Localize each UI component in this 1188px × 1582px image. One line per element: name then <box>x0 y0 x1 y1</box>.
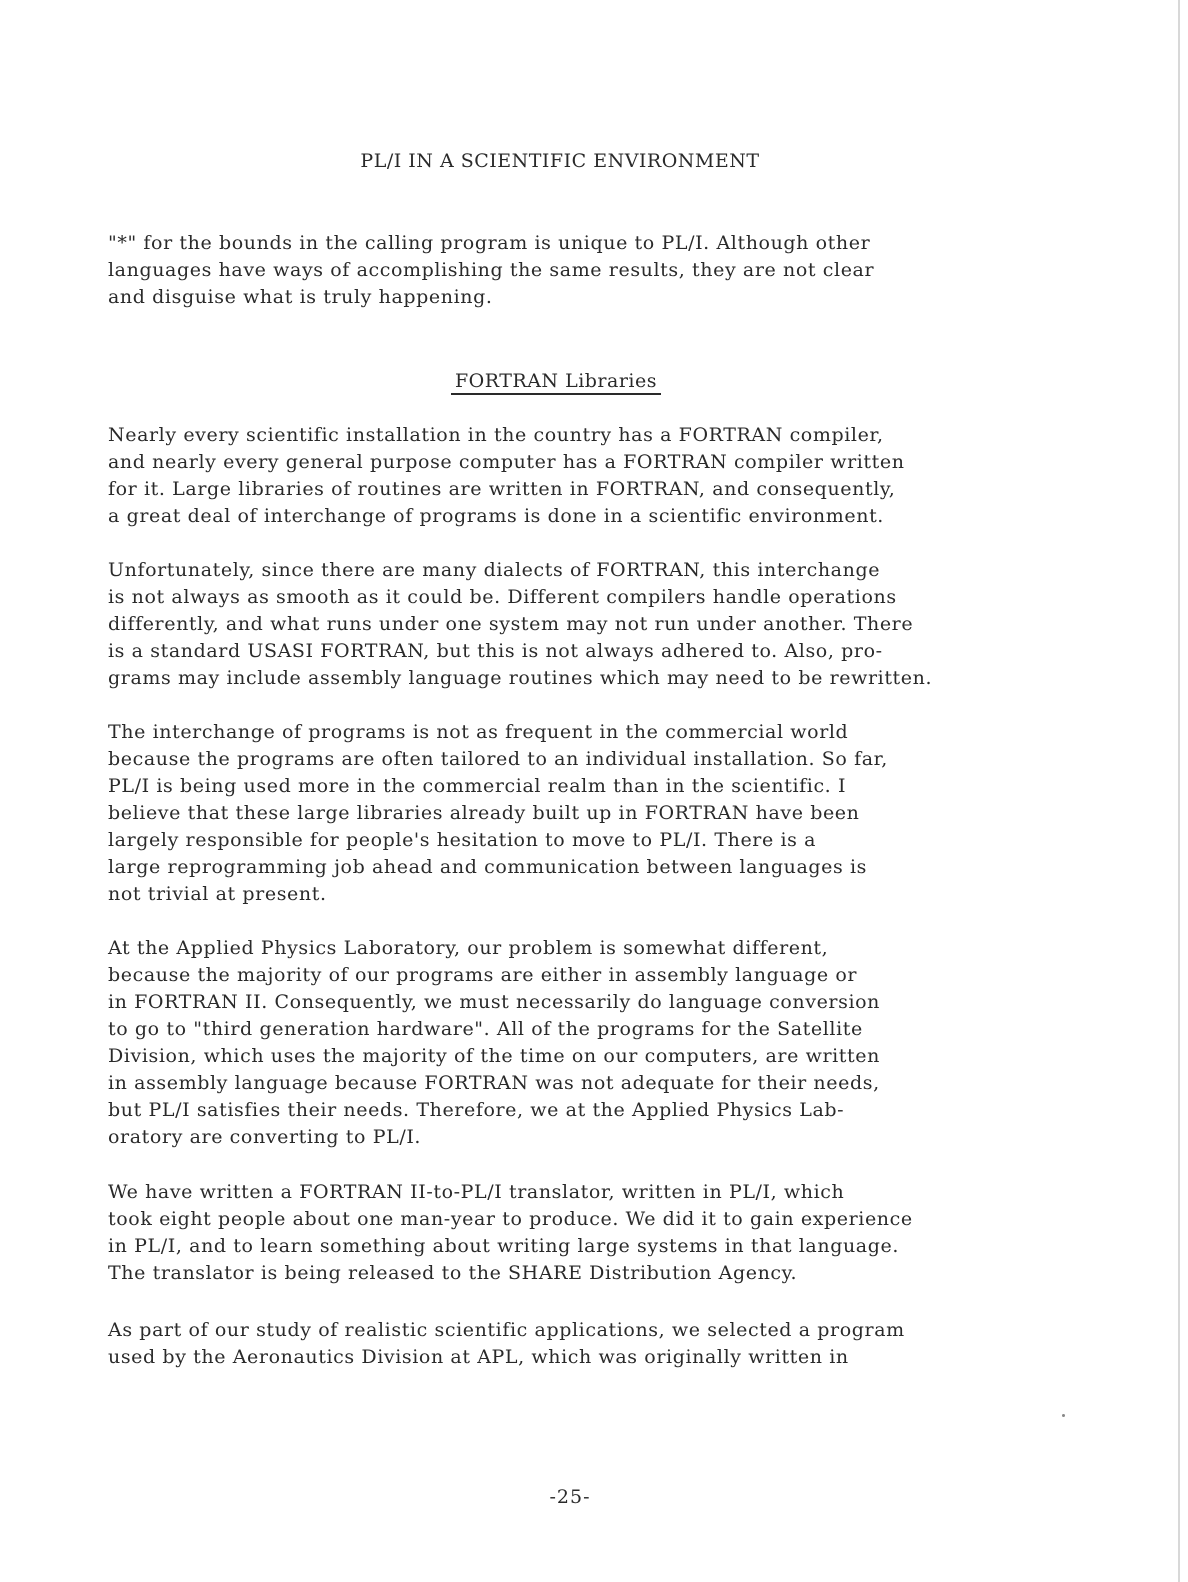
text-line: to go to "third generation hardware". All of the programs for the Satellite <box>108 1018 863 1040</box>
text-line: is not always as smooth as it could be. Different compilers handle operations <box>108 586 897 608</box>
paragraph-fortran-compilers <box>108 422 1088 530</box>
text-line: in assembly language because FORTRAN was not adequate for their needs, <box>108 1072 880 1094</box>
paragraph-aeronautics <box>108 1317 1088 1371</box>
paragraph-applied-physics <box>108 935 1088 1151</box>
text-line: and disguise what is truly happening. <box>108 286 493 308</box>
section-heading <box>0 370 1112 395</box>
text-line: in FORTRAN II. Consequently, we must necessarily do language conversion <box>108 991 880 1013</box>
text-line: in PL/I, and to learn something about writing large systems in that language. <box>108 1235 899 1257</box>
text-line: used by the Aeronautics Division at APL, which was originally written in <box>108 1346 849 1368</box>
text-line: PL/I is being used more in the commercial realm than in the scientific. I <box>108 775 847 797</box>
text-line: because the programs are often tailored to an individual installation. So far, <box>108 748 888 770</box>
page-number: -25- <box>549 1486 591 1508</box>
text-line: took eight people about one man-year to produce. We did it to gain experience <box>108 1208 913 1230</box>
page-edge-shadow <box>1178 0 1180 1582</box>
text-line: languages have ways of accomplishing the same results, they are not clear <box>108 259 875 281</box>
text-line: The interchange of programs is not as frequent in the commercial world <box>108 721 849 743</box>
paragraph-translator <box>108 1179 1088 1287</box>
paragraph-commercial-world <box>108 719 1088 908</box>
text-line: largely responsible for people's hesitation to move to PL/I. There is a <box>108 829 817 851</box>
text-line: At the Applied Physics Laboratory, our problem is somewhat different, <box>108 937 829 959</box>
text-line: grams may include assembly language routines which may need to be rewritten. <box>108 667 933 689</box>
paragraph-dialects <box>108 557 1088 692</box>
text-line: believe that these large libraries already built up in FORTRAN have been <box>108 802 860 824</box>
text-line: The translator is being released to the SHARE Distribution Agency. <box>108 1262 798 1284</box>
text-line: Nearly every scientific installation in the country has a FORTRAN compiler, <box>108 424 884 446</box>
text-line: Unfortunately, since there are many dialects of FORTRAN, this interchange <box>108 559 881 581</box>
text-line: is a standard USASI FORTRAN, but this is not always adhered to. Also, pro- <box>108 640 883 662</box>
text-line: We have written a FORTRAN II-to-PL/I translator, written in PL/I, which <box>108 1181 845 1203</box>
text-line: not trivial at present. <box>108 883 327 905</box>
text-line: oratory are converting to PL/I. <box>108 1126 422 1148</box>
text-line: and nearly every general purpose computer has a FORTRAN compiler written <box>108 451 905 473</box>
text-line: As part of our study of realistic scientific applications, we selected a program <box>108 1319 905 1341</box>
scan-speck <box>1062 1414 1065 1417</box>
text-line: but PL/I satisfies their needs. Therefore, we at the Applied Physics Lab- <box>108 1099 845 1121</box>
text-line: a great deal of interchange of programs is done in a scientific environment. <box>108 505 884 527</box>
text-line: Division, which uses the majority of the time on our computers, are written <box>108 1045 880 1067</box>
text-line: for it. Large libraries of routines are written in FORTRAN, and consequently, <box>108 478 896 500</box>
running-title: PL/I IN A SCIENTIFIC ENVIRONMENT <box>360 150 760 172</box>
paragraph-bounds-note <box>108 230 1088 311</box>
text-line: "*" for the bounds in the calling program is unique to PL/I. Although other <box>108 232 871 254</box>
text-line: differently, and what runs under one system may not run under another. There <box>108 613 914 635</box>
text-line: large reprogramming job ahead and communication between languages is <box>108 856 868 878</box>
section-heading-text: FORTRAN Libraries <box>451 370 661 395</box>
text-line: because the majority of our programs are either in assembly language or <box>108 964 858 986</box>
